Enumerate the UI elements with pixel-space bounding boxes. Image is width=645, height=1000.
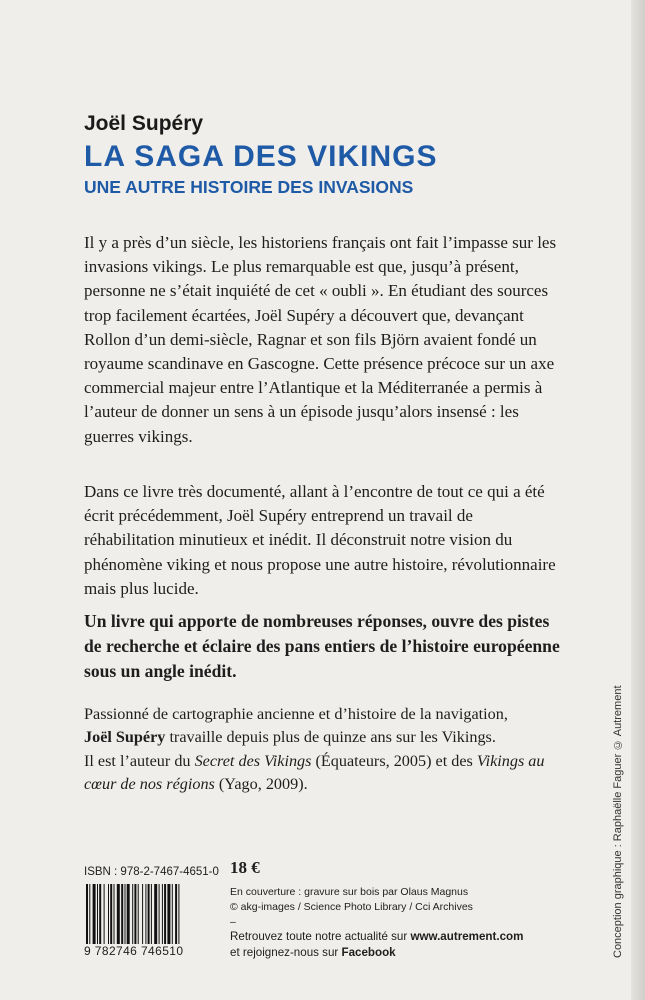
blurb-highlight: Un livre qui apporte de nombreuses réponses, ouvre des pistes de recherche et éclaire des pans entiers de l’histoire européenne sous un angle inédit. [84, 611, 560, 681]
bio-book-1: Secret des Vikings [194, 751, 312, 770]
credit-line-2: © akg-images / Science Photo Library / Cci Archives [230, 901, 473, 913]
author-name: Joël Supéry [84, 112, 204, 135]
bio-book-2: Vikings au cœur de nos régions [84, 751, 545, 794]
barcode-graphic [84, 884, 210, 944]
bio-book-1-info: (Équateurs, 2005) et des [311, 751, 477, 770]
promo-text [230, 929, 523, 961]
bio-line-1: Passionné de cartographie ancienne et d’histoire de la navigation, [84, 705, 508, 723]
promo-line-2: et rejoignez-nous sur [230, 946, 342, 959]
isbn: ISBN : 978-2-7467-4651-0 [84, 866, 219, 878]
website-link[interactable]: www.autrement.com [410, 930, 524, 943]
design-credit: Conception graphique : Raphaëlle Faguer © Autrement [612, 685, 624, 958]
book-title: LA SAGA DES VIKINGS [84, 140, 438, 173]
credit-line-3: – [230, 916, 236, 928]
barcode-digits: 9 782746 746510 [84, 944, 184, 958]
cover-credits [230, 885, 473, 930]
page-edge [631, 0, 645, 1000]
bio-book-2-info: (Yago, 2009). [214, 775, 308, 794]
bio-line-3-start: Il est l’auteur du [84, 751, 195, 770]
bio-line-2: travaille depuis plus de quinze ans sur les Vikings. [165, 728, 496, 747]
blurb-paragraph-1: Il y a près d’un siècle, les historiens français ont fait l’impasse sur les invasions vikings. Le plus remarquable est que, jusqu’à présent, personne ne s’était inquiété de cet « oubli ». En étudiant des sources trop facilement écartées, Joël Supéry a découvert que, devançant Rollon d’un demi-siècle, Ragnar et son fils Björn avaient fondé un royaume scandinave en Gascogne. Cette présence précoce sur un axe commercial majeur entre l’Atlantique et la Méditerranée a permis à l’auteur de donner un sens à un épisode jusqu’alors insensé : les guerres vikings. [84, 233, 557, 446]
facebook-link[interactable]: Facebook [341, 946, 396, 959]
promo-line-1: Retrouvez toute notre actualité sur [230, 930, 411, 943]
blurb-paragraph-2: Dans ce livre très documenté, allant à l’encontre de tout ce qui a été écrit précédemment, Joël Supéry entreprend un travail de réhabilitation minutieux et inédit. Il déconstruit notre vision du phénomène viking et nous propose une autre histoire, révolutionnaire mais plus lucide. [84, 482, 556, 598]
credit-line-1: En couverture : gravure sur bois par Olaus Magnus [230, 886, 469, 898]
price: 18 € [230, 858, 260, 877]
book-subtitle: UNE AUTRE HISTOIRE DES INVASIONS [84, 177, 414, 197]
author-bio [84, 703, 564, 797]
bio-author-name: Joël Supéry [84, 728, 166, 747]
